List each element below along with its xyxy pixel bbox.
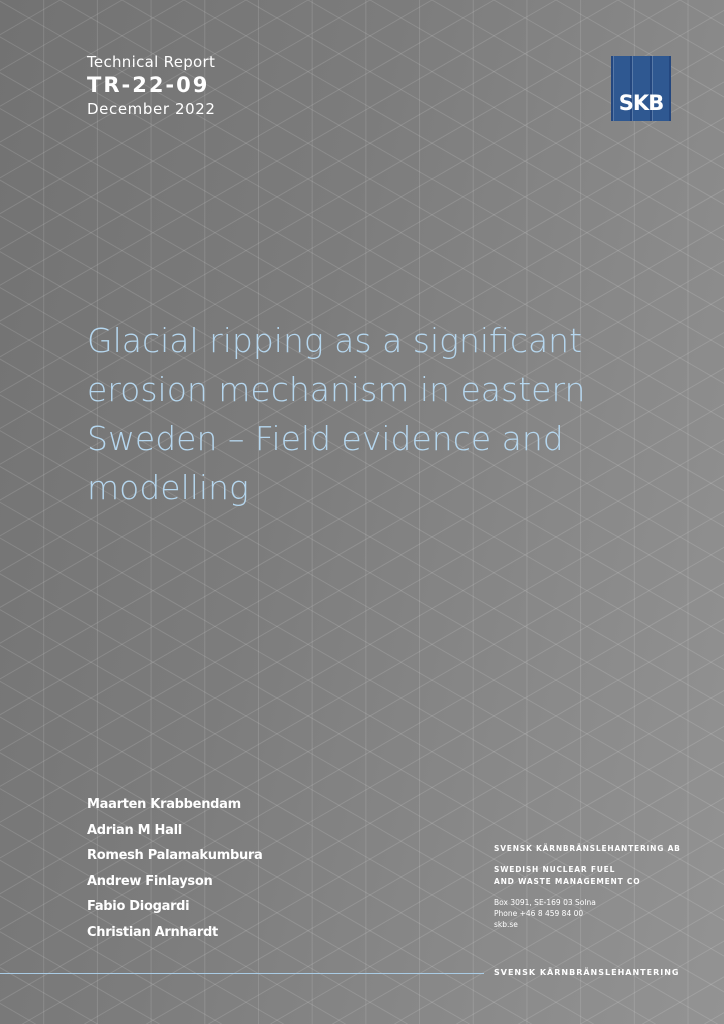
author-name: Romesh Palamakumbura <box>87 848 263 864</box>
author-name: Christian Arnhardt <box>87 924 218 940</box>
author-list <box>87 794 263 948</box>
report-title: Glacial ripping as a significant erosion mechanism in eastern Sweden – Field evidence and modelling <box>87 321 586 507</box>
organisation-name-english-line1: SWEDISH NUCLEAR FUEL <box>494 865 616 874</box>
report-date: December 2022 <box>87 100 216 118</box>
author-name: Maarten Krabbendam <box>87 797 241 812</box>
report-series: Technical Report <box>87 53 216 71</box>
organisation-name-swedish: SVENSK KÄRNBRÄNSLEHANTERING AB <box>494 844 681 853</box>
footer-organisation-name: SVENSK KÄRNBRÄNSLEHANTERING <box>494 968 680 977</box>
organisation-address: Box 3091, SE-169 03 Solna <box>494 898 596 907</box>
organisation-block <box>494 843 681 930</box>
organisation-phone: Phone +46 8 459 84 00 <box>494 909 584 918</box>
logo-wordmark: SKB <box>618 91 664 115</box>
organisation-name-english-line2: AND WASTE MANAGEMENT CO <box>494 877 641 886</box>
organisation-website: skb.se <box>494 920 518 929</box>
footer-rule <box>0 973 484 974</box>
author-name: Adrian M Hall <box>87 822 182 838</box>
report-number: TR-22-09 <box>87 73 210 97</box>
author-name: Andrew Finlayson <box>87 873 213 889</box>
report-header <box>87 52 216 120</box>
skb-logo <box>611 56 671 121</box>
author-name: Fabio Diogardi <box>87 899 190 915</box>
